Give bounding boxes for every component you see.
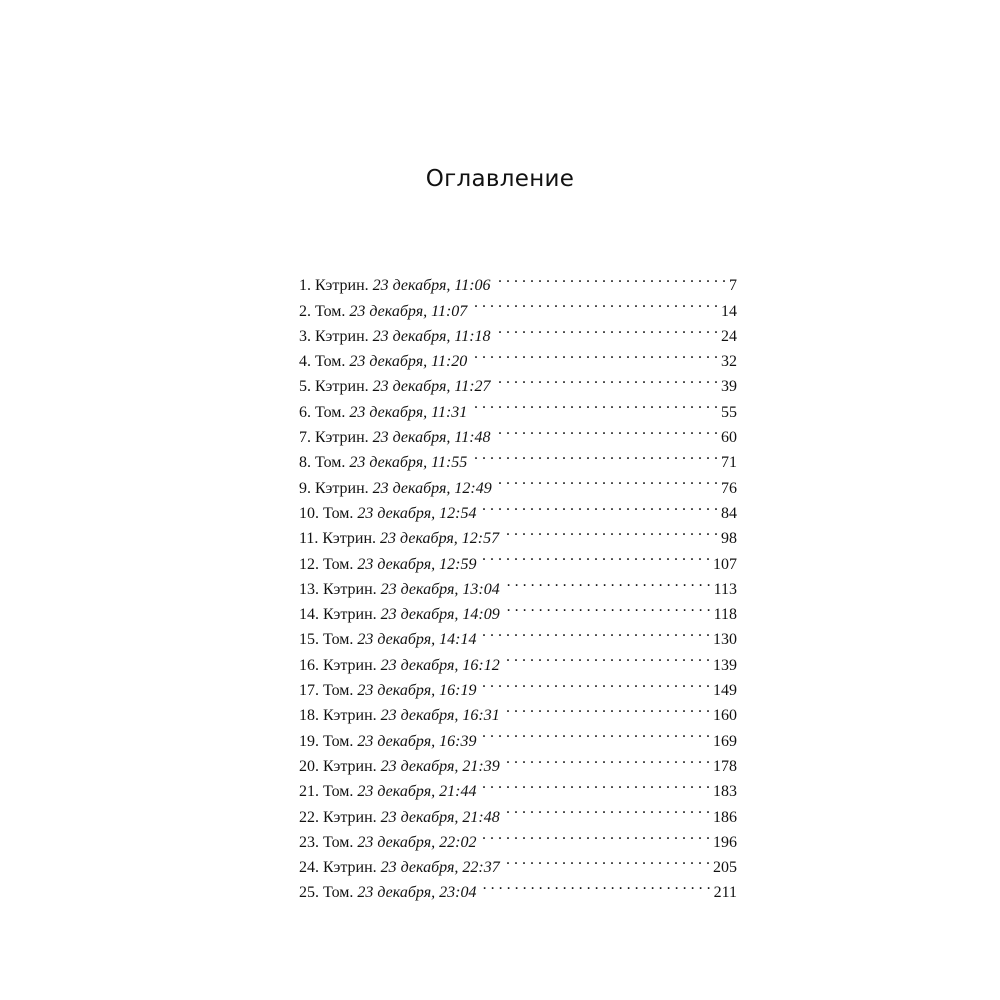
toc-entry-author: Том. xyxy=(315,403,346,421)
toc-entry-number: 11. xyxy=(299,530,319,548)
toc-entry-date: 23 декабря, 22:37 xyxy=(380,859,500,877)
toc-entry-number: 13. xyxy=(299,580,319,598)
table-of-contents xyxy=(299,265,737,902)
toc-dot-leader xyxy=(473,290,718,315)
toc-entry-author: Том. xyxy=(323,732,354,750)
toc-dot-leader xyxy=(506,594,711,619)
toc-entry-date: 23 декабря, 11:48 xyxy=(372,429,491,447)
toc-entry-number: 2. xyxy=(299,302,311,320)
toc-dot-leader xyxy=(473,442,718,467)
toc-entry-page-number: 76 xyxy=(721,479,737,497)
toc-dot-leader xyxy=(497,316,718,341)
toc-entry-author: Том. xyxy=(323,884,354,902)
toc-entry-page-number: 178 xyxy=(713,757,737,775)
toc-entry-date: 23 декабря, 16:39 xyxy=(357,732,477,750)
toc-entry-number: 12. xyxy=(299,555,319,573)
toc-entry-number: 21. xyxy=(299,783,319,801)
toc-entry-page-number: 71 xyxy=(721,454,737,472)
toc-entry-page-number: 107 xyxy=(713,555,737,573)
toc-entry-page-number: 55 xyxy=(721,403,737,421)
toc-entry-number: 6. xyxy=(299,403,311,421)
toc-entry-number: 1. xyxy=(299,277,311,295)
toc-entry-number: 23. xyxy=(299,833,319,851)
toc-entry-author: Кэтрин. xyxy=(323,808,377,826)
toc-entry-author: Кэтрин. xyxy=(315,378,369,396)
toc-dot-leader xyxy=(482,872,710,897)
toc-entry-page-number: 211 xyxy=(713,884,737,902)
toc-entry-date: 23 декабря, 11:55 xyxy=(349,454,468,472)
toc-entry-date: 23 декабря, 23:04 xyxy=(357,884,477,902)
toc-entry-page-number: 7 xyxy=(729,277,737,295)
toc-dot-leader xyxy=(506,796,710,821)
toc-entry-number: 14. xyxy=(299,606,319,624)
toc-dot-leader xyxy=(506,644,710,669)
toc-entry-number: 10. xyxy=(299,504,319,522)
toc-entry-number: 25. xyxy=(299,884,319,902)
toc-entry-number: 5. xyxy=(299,378,311,396)
toc-entry-page-number: 205 xyxy=(713,859,737,877)
toc-entry-author: Кэтрин. xyxy=(323,757,377,775)
toc-entry-author: Кэтрин. xyxy=(323,606,377,624)
toc-entry-date: 23 декабря, 11:18 xyxy=(372,327,491,345)
toc-entry-number: 24. xyxy=(299,859,319,877)
toc-entry-page-number: 196 xyxy=(713,833,737,851)
toc-dot-leader xyxy=(497,417,718,442)
toc-entry-page-number: 113 xyxy=(713,580,737,598)
toc-entry-page-number: 14 xyxy=(721,302,737,320)
toc-entry-date: 23 декабря, 22:02 xyxy=(357,833,477,851)
toc-entry-date: 23 декабря, 11:27 xyxy=(372,378,491,396)
toc-entry-date: 23 декабря, 11:31 xyxy=(349,403,468,421)
toc-entry-author: Кэтрин. xyxy=(315,479,369,497)
toc-entry-page-number: 186 xyxy=(713,808,737,826)
toc-entry-number: 7. xyxy=(299,429,311,447)
toc-entry-date: 23 декабря, 14:14 xyxy=(357,631,477,649)
toc-entry-page-number: 130 xyxy=(713,631,737,649)
toc-entry-author: Кэтрин. xyxy=(323,707,377,725)
toc-entry-date: 23 декабря, 14:09 xyxy=(380,606,500,624)
toc-entry-page-number: 32 xyxy=(721,353,737,371)
toc-entry-date: 23 декабря, 13:04 xyxy=(380,580,500,598)
toc-entry-date: 23 декабря, 21:48 xyxy=(380,808,500,826)
toc-entry-author: Том. xyxy=(315,302,346,320)
toc-entry-date: 23 декабря, 11:06 xyxy=(372,277,491,295)
toc-dot-leader xyxy=(482,670,710,695)
toc-dot-leader xyxy=(482,493,718,518)
toc-entry-author: Том. xyxy=(315,353,346,371)
toc-entry-author: Том. xyxy=(323,555,354,573)
toc-dot-leader xyxy=(505,518,718,543)
toc-entry-date: 23 декабря, 11:07 xyxy=(349,302,468,320)
toc-entry-author: Том. xyxy=(323,631,354,649)
toc-entry-author: Кэтрин. xyxy=(315,277,369,295)
toc-entry-number: 4. xyxy=(299,353,311,371)
toc-dot-leader xyxy=(482,543,710,568)
toc-entry-number: 15. xyxy=(299,631,319,649)
toc-entry-date: 23 декабря, 21:44 xyxy=(357,783,477,801)
toc-entry-page-number: 118 xyxy=(713,606,737,624)
toc-entry-number: 18. xyxy=(299,707,319,725)
toc-entry-page-number: 24 xyxy=(721,327,737,345)
toc-entry-date: 23 декабря, 12:57 xyxy=(380,530,500,548)
toc-entry-page-number: 98 xyxy=(721,530,737,548)
toc-entry-date: 23 декабря, 11:20 xyxy=(349,353,468,371)
toc-entry-number: 22. xyxy=(299,808,319,826)
toc-entry-date: 23 декабря, 16:19 xyxy=(357,682,477,700)
toc-entry-author: Кэтрин. xyxy=(315,429,369,447)
toc-dot-leader xyxy=(498,467,718,492)
toc-entry-number: 17. xyxy=(299,682,319,700)
toc-entry xyxy=(299,265,737,295)
toc-dot-leader xyxy=(482,822,710,847)
toc-dot-leader xyxy=(473,391,718,416)
toc-entry-number: 16. xyxy=(299,656,319,674)
toc-entry-number: 3. xyxy=(299,327,311,345)
toc-dot-leader xyxy=(482,720,710,745)
toc-entry-page-number: 183 xyxy=(713,783,737,801)
toc-entry-author: Том. xyxy=(323,682,354,700)
toc-entry-date: 23 декабря, 12:49 xyxy=(372,479,492,497)
toc-entry-author: Кэтрин. xyxy=(315,327,369,345)
toc-entry-page-number: 39 xyxy=(721,378,737,396)
toc-entry-date: 23 декабря, 12:59 xyxy=(357,555,477,573)
toc-dot-leader xyxy=(506,847,710,872)
toc-entry-date: 23 декабря, 16:12 xyxy=(380,656,500,674)
toc-entry-author: Кэтрин. xyxy=(323,656,377,674)
toc-dot-leader xyxy=(506,569,711,594)
toc-entry-page-number: 139 xyxy=(713,656,737,674)
toc-entry-author: Кэтрин. xyxy=(322,530,377,548)
toc-dot-leader xyxy=(497,265,726,290)
page-title: Оглавление xyxy=(425,166,575,192)
toc-entry-number: 9. xyxy=(299,479,311,497)
toc-dot-leader xyxy=(482,619,710,644)
toc-entry-number: 8. xyxy=(299,454,311,472)
toc-dot-leader xyxy=(497,366,718,391)
toc-entry-author: Кэтрин. xyxy=(323,859,377,877)
toc-entry-author: Кэтрин. xyxy=(323,580,377,598)
toc-entry-page-number: 84 xyxy=(721,504,737,522)
toc-dot-leader xyxy=(506,746,710,771)
toc-dot-leader xyxy=(482,771,710,796)
toc-dot-leader xyxy=(473,341,718,366)
toc-entry-page-number: 169 xyxy=(713,732,737,750)
toc-entry-author: Том. xyxy=(323,833,354,851)
toc-entry-author: Том. xyxy=(323,504,354,522)
toc-entry-date: 23 декабря, 12:54 xyxy=(357,504,477,522)
toc-entry-author: Том. xyxy=(323,783,354,801)
toc-entry-author: Том. xyxy=(315,454,346,472)
toc-entry-date: 23 декабря, 16:31 xyxy=(380,707,500,725)
toc-entry-number: 19. xyxy=(299,732,319,750)
toc-entry-page-number: 60 xyxy=(721,429,737,447)
toc-entry-page-number: 149 xyxy=(713,682,737,700)
toc-entry-date: 23 декабря, 21:39 xyxy=(380,757,500,775)
toc-dot-leader xyxy=(506,695,710,720)
toc-entry-number: 20. xyxy=(299,757,319,775)
toc-entry-page-number: 160 xyxy=(713,707,737,725)
